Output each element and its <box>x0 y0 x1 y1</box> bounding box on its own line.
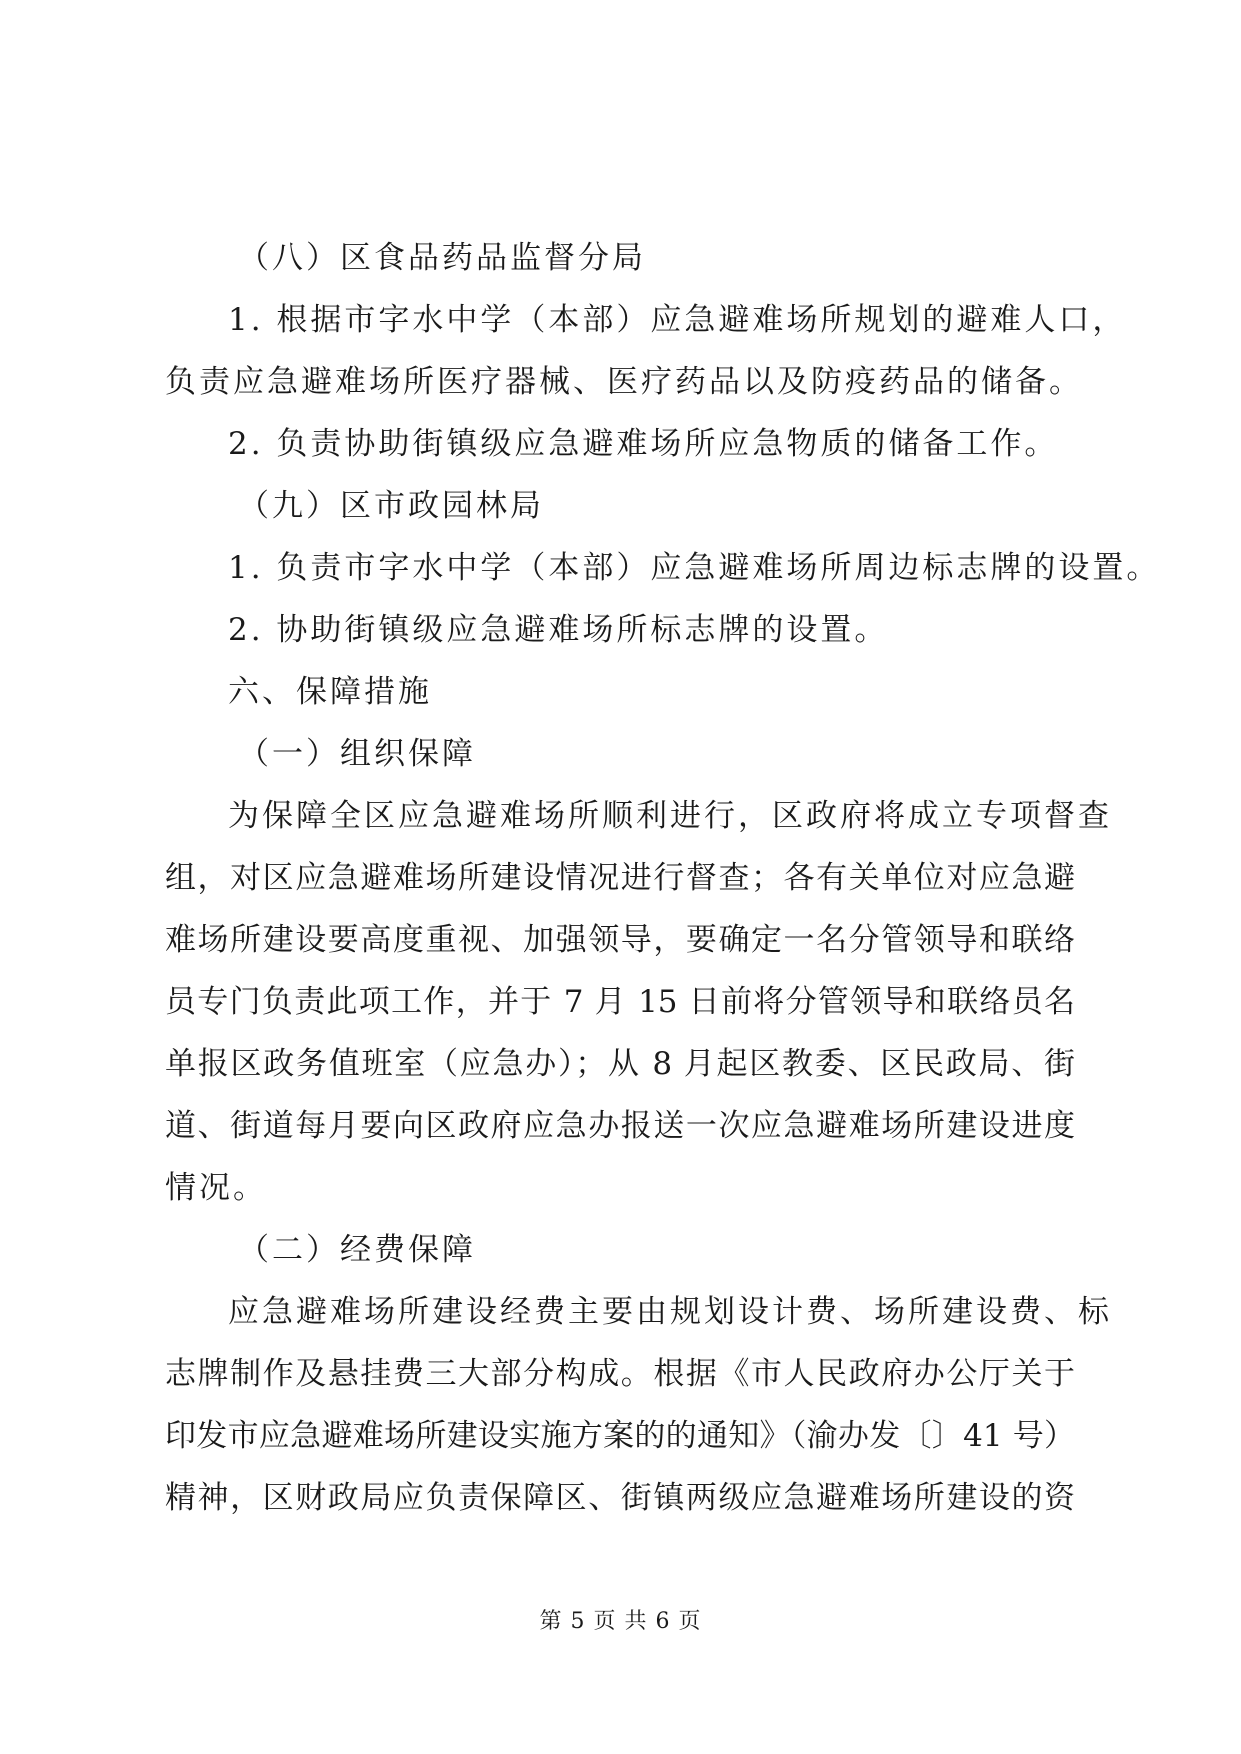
body-line: 单报区政务值班室（应急办）；从 8 月起区教委、区民政局、街 <box>165 1046 1075 1082</box>
heading-funding-guarantee: （二）经费保障 <box>238 1232 476 1268</box>
body-line: 2. 负责协助街镇级应急避难场所应急物质的储备工作。 <box>228 426 1059 462</box>
body-line: 志牌制作及悬挂费三大部分构成。根据《市人民政府办公厅关于 <box>165 1356 1075 1392</box>
heading-food-drug-bureau: （八）区食品药品监督分局 <box>238 240 646 276</box>
body-line: 道、街道每月要向区政府应急办报送一次应急避难场所建设进度 <box>165 1108 1075 1144</box>
body-line: 1. 根据市字水中学（本部）应急避难场所规划的避难人口， <box>228 302 1127 338</box>
heading-municipal-garden-bureau: （九）区市政园林局 <box>238 488 544 524</box>
body-line: 负责应急避难场所医疗器械、医疗药品以及防疫药品的储备。 <box>165 364 1083 400</box>
page-number-footer: 第 5 页 共 6 页 <box>539 1609 702 1634</box>
body-line: 员专门负责此项工作，并于 7 月 15 日前将分管领导和联络员名 <box>165 984 1075 1020</box>
body-line: 情况。 <box>165 1170 267 1206</box>
body-line: 精神，区财政局应负责保障区、街镇两级应急避难场所建设的资 <box>165 1480 1075 1516</box>
body-line: 应急避难场所建设经费主要由规划设计费、场所建设费、标 <box>228 1294 1112 1330</box>
body-line: 印发市应急避难场所建设实施方案的的通知》（渝办发〔〕41 号） <box>165 1418 1075 1454</box>
body-line: 难场所建设要高度重视、加强领导，要确定一名分管领导和联络 <box>165 922 1075 958</box>
body-line: 组，对区应急避难场所建设情况进行督查；各有关单位对应急避 <box>165 860 1075 896</box>
heading-organization-guarantee: （一）组织保障 <box>238 736 476 772</box>
body-line: 2. 协助街镇级应急避难场所标志牌的设置。 <box>228 612 889 648</box>
body-line: 为保障全区应急避难场所顺利进行，区政府将成立专项督查 <box>228 798 1112 834</box>
body-line: 1. 负责市字水中学（本部）应急避难场所周边标志牌的设置。 <box>228 550 1161 586</box>
section-heading-safeguards: 六、保障措施 <box>228 674 432 710</box>
